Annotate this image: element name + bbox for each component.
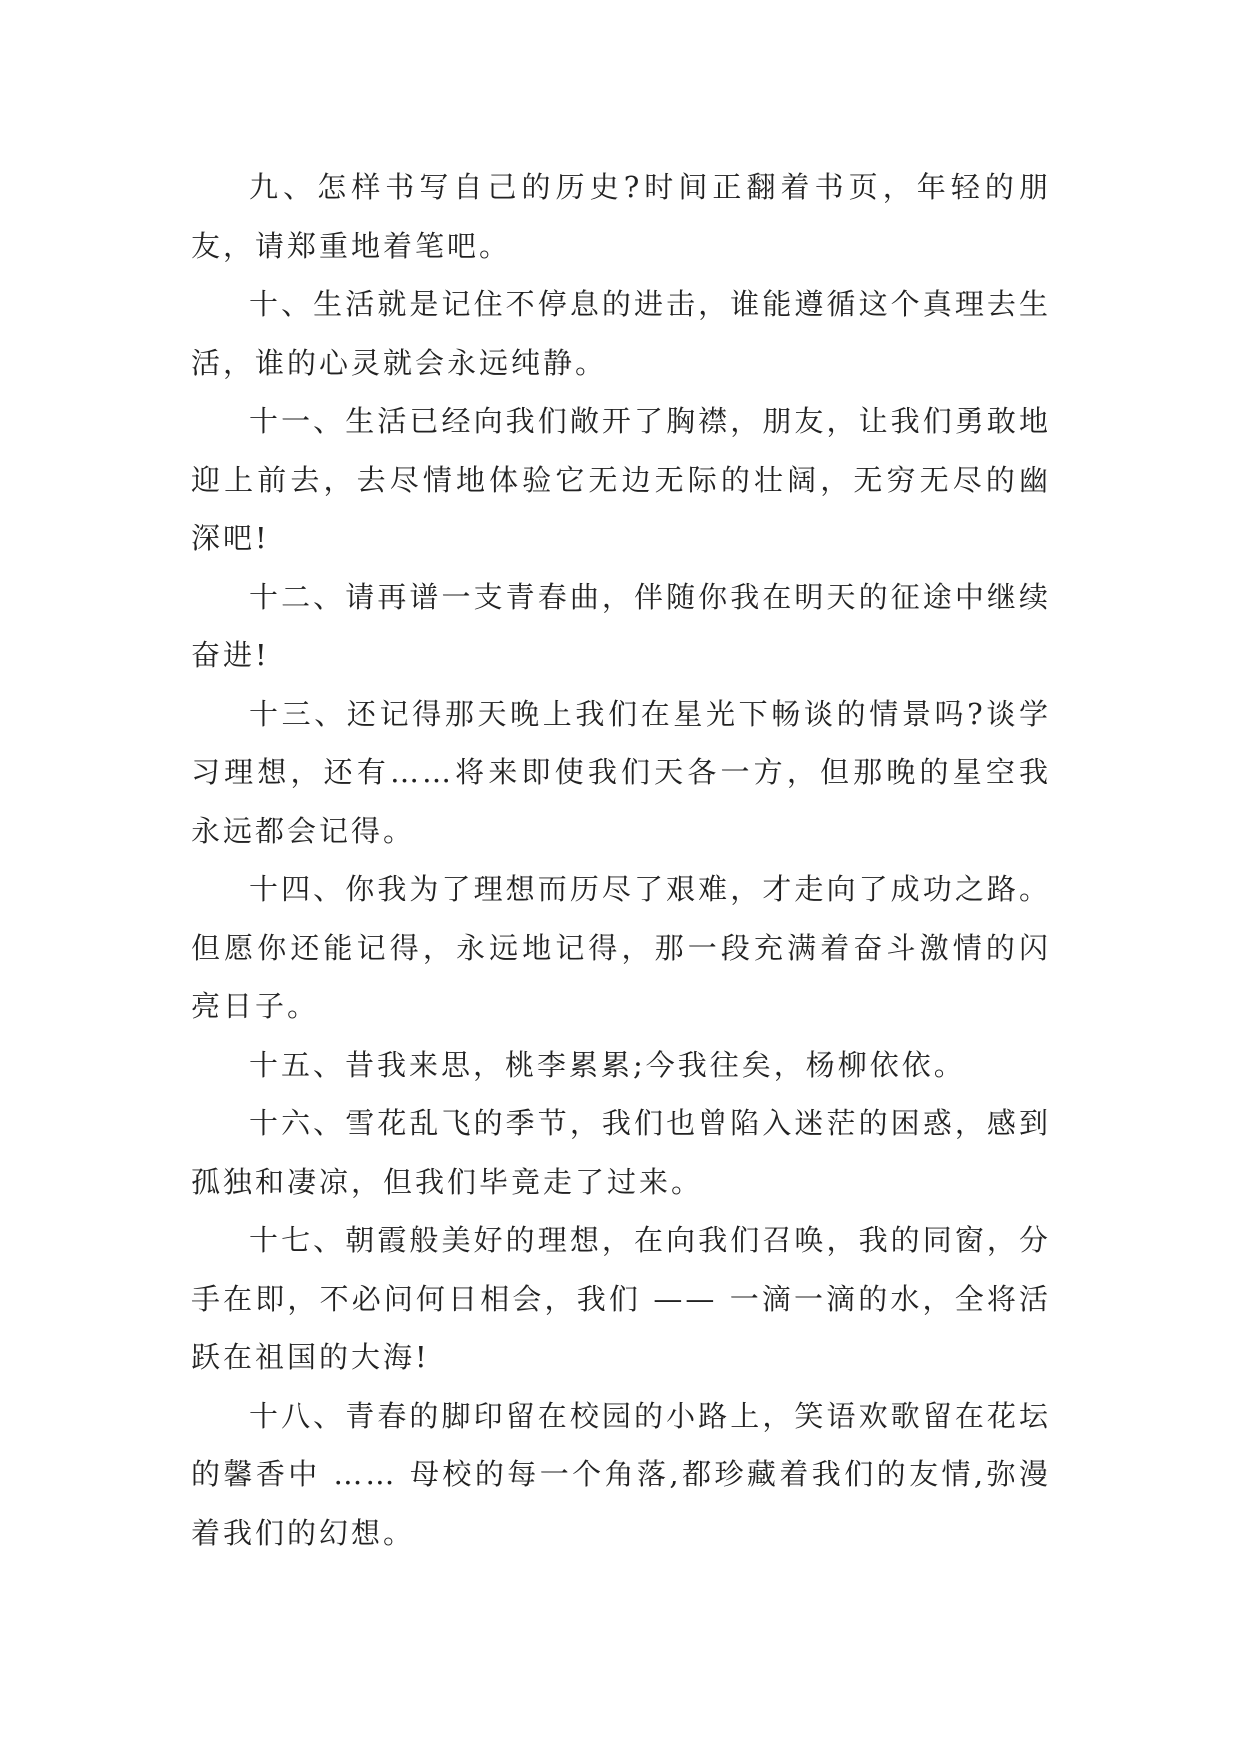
paragraph-17: 十七、朝霞般美好的理想，在向我们召唤，我的同窗，分手在即，不必问何日相会，我们 —— 一滴一滴的水，全将活跃在祖国的大海! <box>191 1223 1051 1374</box>
document-body <box>191 158 1051 1562</box>
paragraph-16: 十六、雪花乱飞的季节，我们也曾陷入迷茫的困惑，感到孤独和凄凉，但我们毕竟走了过来。 <box>191 1106 1051 1199</box>
paragraph-18: 十八、青春的脚印留在校园的小路上，笑语欢歌留在花坛的馨香中 …… 母校的每一个角落,都珍藏着我们的友情,弥漫着我们的幻想。 <box>191 1398 1051 1550</box>
paragraph-15: 十五、昔我来思，桃李累累;今我往矣，杨柳依依。 <box>249 1047 966 1082</box>
paragraph-11: 十一、生活已经向我们敞开了胸襟，朋友，让我们勇敢地迎上前去，去尽情地体验它无边无际的壮阔，无穷无尽的幽深吧! <box>191 404 1051 555</box>
paragraph-14: 十四、你我为了理想而历尽了艰难，才走向了成功之路。但愿你还能记得，永远地记得，那一段充满着奋斗激情的闪亮日子。 <box>191 872 1051 1023</box>
paragraph-9: 九、怎样书写自己的历史?时间正翻着书页，年轻的朋友，请郑重地着笔吧。 <box>191 170 1051 263</box>
paragraph-12: 十二、请再谱一支青春曲，伴随你我在明天的征途中继续奋进! <box>191 579 1051 672</box>
paragraph-10: 十、生活就是记住不停息的进击，谁能遵循这个真理去生活，谁的心灵就会永远纯静。 <box>191 287 1051 380</box>
paragraph-13: 十三、还记得那天晚上我们在星光下畅谈的情景吗?谈学习理想，还有……将来即使我们天各一方，但那晚的星空我永远都会记得。 <box>191 696 1051 848</box>
